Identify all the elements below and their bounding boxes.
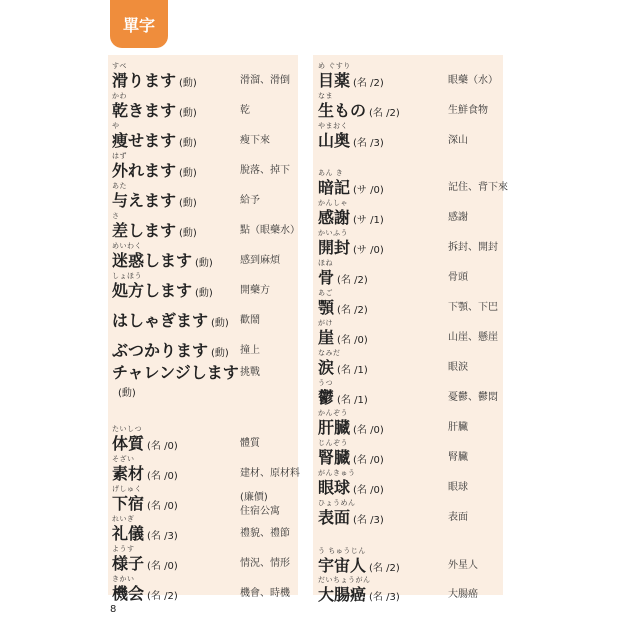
furigana-reading: めいわく xyxy=(112,242,142,250)
entry-term xyxy=(318,92,400,120)
vocabulary-entry xyxy=(0,497,640,527)
part-of-speech: (動) xyxy=(118,388,136,399)
chinese-meaning xyxy=(448,559,478,573)
meaning-text: 瘦下來 xyxy=(240,135,270,146)
chinese-meaning xyxy=(448,301,498,315)
meaning-text: 表面 xyxy=(448,512,468,523)
meaning-text: 生鮮食物 xyxy=(448,105,488,116)
entry-term xyxy=(318,289,368,317)
part-of-speech: (名 /3) xyxy=(353,138,384,149)
part-of-speech: (名 /0) xyxy=(147,501,178,512)
meaning-text: 記住、背下來 xyxy=(448,182,508,193)
japanese-word: 崖 xyxy=(318,328,335,347)
japanese-word: 迷惑します xyxy=(112,251,193,270)
vocabulary-entry xyxy=(0,257,640,287)
japanese-word: 下宿 xyxy=(112,494,145,513)
part-of-speech: (動) xyxy=(211,318,229,329)
japanese-word: 山奥 xyxy=(318,131,351,150)
entry-term xyxy=(318,499,384,527)
entry-term xyxy=(318,409,384,437)
entry-term xyxy=(318,229,384,257)
chinese-meaning xyxy=(448,391,498,405)
furigana-reading: ひょうめん xyxy=(318,499,356,507)
furigana-reading: だいちょうがん xyxy=(318,576,371,584)
meaning-text: 感到麻煩 xyxy=(240,255,280,266)
japanese-word: 眼球 xyxy=(318,478,351,497)
furigana-reading: なま xyxy=(318,92,333,100)
meaning-text-line2: 住宿公寓 xyxy=(240,506,280,517)
meaning-text: 情況、情形 xyxy=(240,558,290,569)
part-of-speech: (名 /0) xyxy=(353,425,384,436)
vocabulary-entry xyxy=(0,60,640,90)
furigana-reading: かいふう xyxy=(318,229,348,237)
chinese-meaning xyxy=(448,181,508,195)
chinese-meaning xyxy=(448,451,468,465)
vocabulary-entry xyxy=(0,167,640,197)
chinese-meaning xyxy=(448,588,478,602)
meaning-text: 體質 xyxy=(240,438,260,449)
meaning-text: 骨頭 xyxy=(448,272,468,283)
furigana-reading: げしゅく xyxy=(112,485,142,493)
part-of-speech: (動) xyxy=(179,108,197,119)
meaning-text: 給予 xyxy=(240,195,260,206)
part-of-speech: (名 /1) xyxy=(337,365,368,376)
entry-term xyxy=(318,349,368,377)
vocabulary-entry xyxy=(0,407,640,437)
part-of-speech: (サ /1) xyxy=(353,215,384,226)
meaning-text: 乾 xyxy=(240,105,250,116)
chinese-meaning xyxy=(448,361,468,375)
entry-term xyxy=(318,62,384,90)
japanese-word: 滑ります xyxy=(112,71,177,90)
furigana-reading: がけ xyxy=(318,319,333,327)
meaning-text: 歡鬧 xyxy=(240,315,260,326)
furigana-reading: そざい xyxy=(112,455,135,463)
japanese-word: チャレンジします xyxy=(112,363,239,382)
furigana-reading: うつ xyxy=(318,379,333,387)
part-of-speech: (動) xyxy=(211,348,229,359)
japanese-word: 痩せます xyxy=(112,131,177,150)
japanese-word: 機会 xyxy=(112,584,145,603)
part-of-speech: (動) xyxy=(179,138,197,149)
part-of-speech: (動) xyxy=(195,288,213,299)
meaning-text: 眼藥（水） xyxy=(448,75,498,86)
furigana-reading: たいしつ xyxy=(112,425,142,433)
japanese-word: 顎 xyxy=(318,298,335,317)
furigana-reading: あご xyxy=(318,289,333,297)
meaning-text: 開藥方 xyxy=(240,285,270,296)
meaning-text: 眼淚 xyxy=(448,362,468,373)
japanese-word: 礼儀 xyxy=(112,524,145,543)
meaning-text: 憂鬱、鬱悶 xyxy=(448,392,498,403)
meaning-text: 機會、時機 xyxy=(240,588,290,599)
japanese-word: 表面 xyxy=(318,508,351,527)
meaning-text: 腎臟 xyxy=(448,452,468,463)
meaning-text: 脫落、掉下 xyxy=(240,165,290,176)
furigana-reading: あた xyxy=(112,182,127,190)
part-of-speech: (名 /0) xyxy=(353,485,384,496)
furigana-reading: きかい xyxy=(112,575,135,583)
furigana-reading: しょほう xyxy=(112,272,142,280)
vocabulary-entry xyxy=(0,467,640,497)
part-of-speech: (名 /2) xyxy=(369,108,400,119)
furigana-reading: ほね xyxy=(318,259,333,267)
vocabulary-entry xyxy=(0,574,640,604)
meaning-text: 外星人 xyxy=(448,560,478,571)
japanese-word: 大腸癌 xyxy=(318,585,367,604)
meaning-text: (廉價) xyxy=(240,492,268,503)
meaning-text: 深山 xyxy=(448,135,468,146)
part-of-speech: (名 /3) xyxy=(147,531,178,542)
furigana-reading: すべ xyxy=(112,62,127,70)
chinese-meaning xyxy=(448,104,488,118)
japanese-word: 骨 xyxy=(318,268,335,287)
meaning-text: 眼球 xyxy=(448,482,468,493)
japanese-word: 様子 xyxy=(112,554,145,573)
meaning-text: 撞上 xyxy=(240,345,260,356)
part-of-speech: (動) xyxy=(179,78,197,89)
part-of-speech: (名 /0) xyxy=(353,455,384,466)
section-tab-label: 單字 xyxy=(122,15,155,35)
entry-term xyxy=(318,379,368,407)
japanese-word: 乾きます xyxy=(112,101,177,120)
part-of-speech: (名 /0) xyxy=(147,561,178,572)
section-tab xyxy=(110,0,168,48)
furigana-reading: や xyxy=(112,122,120,130)
japanese-word: 開封 xyxy=(318,238,351,257)
furigana-reading: れいぎ xyxy=(112,515,135,523)
furigana-reading: かんぞう xyxy=(318,409,348,417)
entry-term xyxy=(318,169,384,197)
furigana-reading: う ちゅうじん xyxy=(318,547,366,555)
japanese-word: 宇宙人 xyxy=(318,556,367,575)
japanese-word: 目薬 xyxy=(318,71,351,90)
vocabulary-entry xyxy=(0,317,640,347)
vocabulary-entry xyxy=(0,197,640,227)
entry-term xyxy=(318,259,368,287)
chinese-meaning xyxy=(448,211,468,225)
vocabulary-entry xyxy=(0,437,640,467)
japanese-word: 鬱 xyxy=(318,388,335,407)
entry-term xyxy=(318,547,400,575)
part-of-speech: (名 /0) xyxy=(147,441,178,452)
chinese-meaning xyxy=(448,421,468,435)
furigana-reading: ようす xyxy=(112,545,135,553)
vocabulary-entry xyxy=(0,120,640,150)
part-of-speech: (サ /0) xyxy=(353,245,384,256)
furigana-reading: め ぐすり xyxy=(318,62,351,70)
furigana-reading: やまおく xyxy=(318,122,348,130)
japanese-word: 処方します xyxy=(112,281,193,300)
chinese-meaning xyxy=(448,134,468,148)
furigana-reading: さ xyxy=(112,212,120,220)
vocabulary-entry xyxy=(0,90,640,120)
japanese-word: 与えます xyxy=(112,191,177,210)
meaning-text: 感謝 xyxy=(448,212,468,223)
vocabulary-entry xyxy=(0,377,640,407)
meaning-text: 肝臟 xyxy=(448,422,468,433)
entry-term xyxy=(318,469,384,497)
part-of-speech: (サ /0) xyxy=(353,185,384,196)
meaning-text: 下顎、下巴 xyxy=(448,302,498,313)
furigana-reading: じんぞう xyxy=(318,439,348,447)
meaning-text: 建材、原材料 xyxy=(240,468,300,479)
chinese-meaning xyxy=(448,74,498,88)
furigana-reading: がんきゅう xyxy=(318,469,356,477)
japanese-word: 外れます xyxy=(112,161,177,180)
part-of-speech: (名 /1) xyxy=(337,395,368,406)
chinese-meaning xyxy=(448,511,468,525)
part-of-speech: (名 /3) xyxy=(353,515,384,526)
chinese-meaning xyxy=(448,481,468,495)
part-of-speech: (名 /2) xyxy=(369,563,400,574)
meaning-text: 滑溜、滑倒 xyxy=(240,75,290,86)
furigana-reading: なみだ xyxy=(318,349,341,357)
part-of-speech: (動) xyxy=(195,258,213,269)
furigana-reading: はず xyxy=(112,152,127,160)
part-of-speech: (名 /2) xyxy=(147,591,178,602)
part-of-speech: (動) xyxy=(179,168,197,179)
entry-term xyxy=(318,439,384,467)
part-of-speech: (名 /3) xyxy=(369,592,400,603)
japanese-word: 感謝 xyxy=(318,208,351,227)
japanese-word: 腎臓 xyxy=(318,448,351,467)
meaning-text: 大腸癌 xyxy=(448,589,478,600)
japanese-word: 体質 xyxy=(112,434,145,453)
japanese-word: 素材 xyxy=(112,464,145,483)
vocabulary-entry xyxy=(0,545,640,575)
meaning-text: 禮貌、禮節 xyxy=(240,528,290,539)
part-of-speech: (動) xyxy=(179,198,197,209)
meaning-text: 拆封、開封 xyxy=(448,242,498,253)
page-number: 8 xyxy=(110,604,117,615)
entry-term xyxy=(318,122,384,150)
chinese-meaning xyxy=(240,527,290,541)
vocabulary-entry xyxy=(0,227,640,257)
japanese-word: 生もの xyxy=(318,101,367,120)
part-of-speech: (名 /2) xyxy=(353,78,384,89)
part-of-speech: (動) xyxy=(179,228,197,239)
japanese-word: ぶつかります xyxy=(112,341,209,360)
furigana-reading: かんしゃ xyxy=(318,199,348,207)
chinese-meaning xyxy=(448,271,468,285)
entry-term xyxy=(318,199,384,227)
part-of-speech: (名 /0) xyxy=(337,335,368,346)
vocabulary-entry xyxy=(0,287,640,317)
chinese-meaning xyxy=(448,331,498,345)
japanese-word: 差します xyxy=(112,221,177,240)
meaning-text: 點（眼藥水） xyxy=(240,225,300,236)
meaning-text: 挑戰 xyxy=(240,367,260,378)
japanese-word: はしゃぎます xyxy=(112,311,209,330)
part-of-speech: (名 /2) xyxy=(337,305,368,316)
japanese-word: 暗記 xyxy=(318,178,351,197)
furigana-reading: かわ xyxy=(112,92,127,100)
furigana-reading: あん き xyxy=(318,169,344,177)
part-of-speech: (名 /0) xyxy=(147,471,178,482)
chinese-meaning xyxy=(448,241,498,255)
vocabulary-entry xyxy=(0,347,640,377)
entry-term xyxy=(318,576,400,604)
japanese-word: 涙 xyxy=(318,358,335,377)
entry-term xyxy=(318,319,368,347)
part-of-speech: (名 /2) xyxy=(337,275,368,286)
meaning-text: 山崖、懸崖 xyxy=(448,332,498,343)
japanese-word: 肝臓 xyxy=(318,418,351,437)
